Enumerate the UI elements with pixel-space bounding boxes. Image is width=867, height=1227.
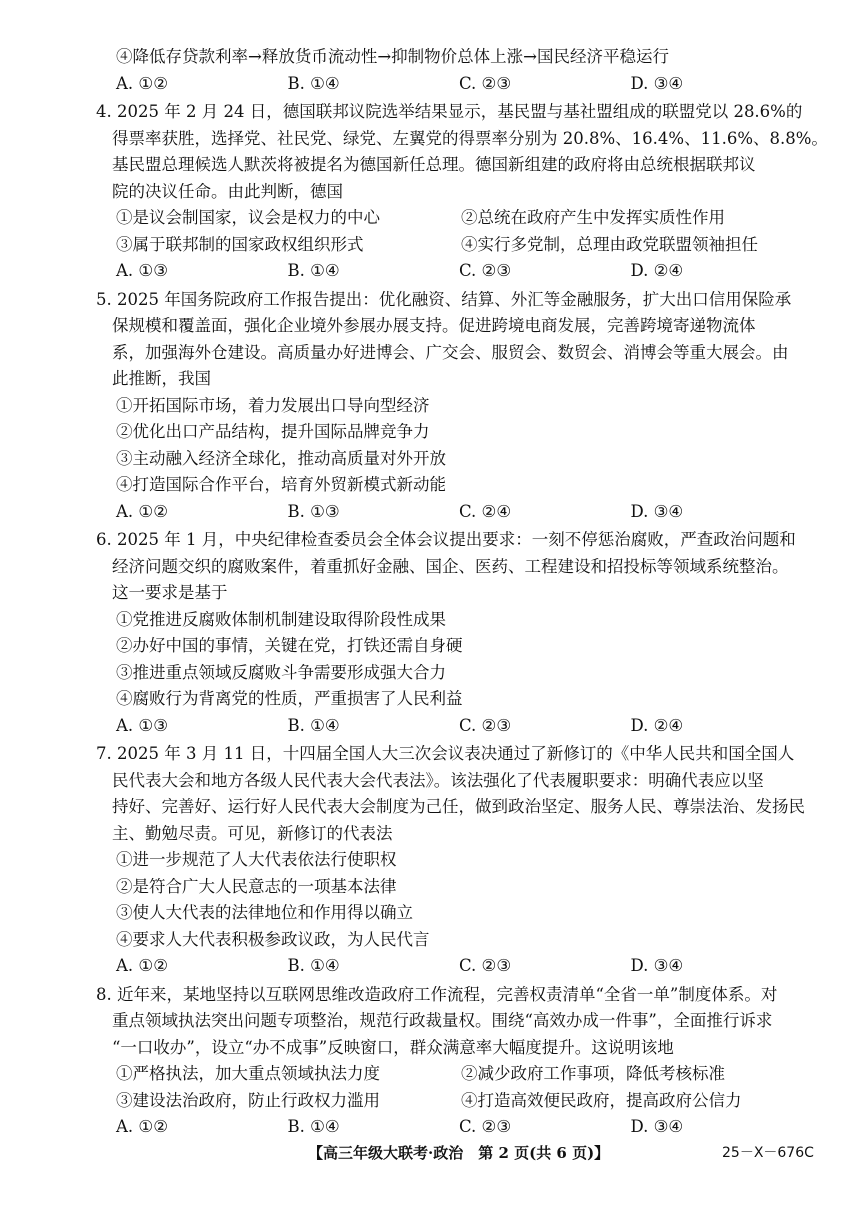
q5-choices xyxy=(112,499,802,526)
q8-option-4: ④打造高效便民政府，提高政府公信力 xyxy=(461,1090,742,1110)
q7-choice-d: D. ③④ xyxy=(630,956,684,975)
q5-choice-a: A. ①② xyxy=(116,501,168,521)
question-7 xyxy=(96,741,805,980)
q6-stem-line: 这一要求是基于 xyxy=(112,583,228,602)
q7-option-3: ③使人大代表的法律地位和作用得以确立 xyxy=(116,903,413,922)
q8-option-2: ②减少政府工作事项，降低考核标准 xyxy=(461,1064,725,1083)
q7-option-4: ④要求人大代表积极参政议政，为人民代言 xyxy=(116,929,430,949)
q6-choice-d: D. ②④ xyxy=(630,715,684,735)
footer-page-info: 【高三年级大联考·政治 第 2 页(共 6 页)】 xyxy=(308,1144,610,1162)
q8-options-row xyxy=(112,1088,802,1115)
q4-stem-line: 4. 2025 年 2 月 24 日，德国联邦议院选举结果显示，基民盟与基社盟组成的联盟党以 28.6%的 xyxy=(96,102,803,121)
q8-option-3: ③建设法治政府，防止行政权力滥用 xyxy=(116,1090,380,1110)
q7-stem-line: 主、勤勉尽责。可见，新修订的代表法 xyxy=(112,823,393,843)
q5-option-2: ②优化出口产品结构，提升国际品牌竞争力 xyxy=(116,422,430,441)
q6-option-1: ①党推进反腐败体制机制建设取得阶段性成果 xyxy=(116,609,446,629)
question-4 xyxy=(96,99,828,285)
q6-choice-a: A. ①③ xyxy=(116,715,168,735)
q6-choice-b: B. ①④ xyxy=(287,715,340,735)
q7-choice-c: C. ②③ xyxy=(459,956,512,975)
q4-option-3: ③属于联邦制的国家政权组织形式 xyxy=(116,234,364,254)
q8-choice-b: B. ①④ xyxy=(287,1117,340,1136)
question-5 xyxy=(96,287,802,526)
q8-choice-d: D. ③④ xyxy=(630,1117,684,1136)
q4-stem-line: 院的决议任命。由此判断，德国 xyxy=(112,181,343,201)
q3-choice-b: B. ①④ xyxy=(287,73,340,93)
q5-option-4: ④打造国际合作平台，培育外贸新模式新动能 xyxy=(116,475,446,494)
q5-choice-d: D. ③④ xyxy=(630,501,684,521)
q5-stem-line: 保规模和覆盖面，强化企业境外参展办展支持。促进跨境电商发展，完善跨境寄递物流体 xyxy=(112,316,756,335)
q4-choice-d: D. ②④ xyxy=(630,261,684,280)
question-6 xyxy=(96,527,802,739)
q4-choices xyxy=(112,258,802,285)
q6-option-4: ④腐败行为背离党的性质，严重损害了人民利益 xyxy=(116,689,463,708)
q4-choice-b: B. ①④ xyxy=(287,261,340,280)
q5-stem-line: 此推断，我国 xyxy=(112,369,211,388)
q6-option-3: ③推进重点领域反腐败斗争需要形成强大合力 xyxy=(116,662,446,682)
q3-choices xyxy=(112,71,802,98)
q5-choice-c: C. ②④ xyxy=(459,501,512,521)
q4-choice-a: A. ①③ xyxy=(116,261,168,280)
q7-choice-b: B. ①④ xyxy=(287,956,340,975)
q3-option-4: ④降低存贷款利率→释放货币流动性→抑制物价总体上涨→国民经济平稳运行 xyxy=(116,47,669,66)
q4-options-row xyxy=(112,205,802,232)
question-8 xyxy=(96,982,802,1141)
q6-stem-line: 经济问题交织的腐败案件，着重抓好金融、国企、医药、工程建设和招投标等领域系统整治。 xyxy=(112,556,789,576)
q8-choices xyxy=(112,1114,802,1141)
q7-option-1: ①进一步规范了人大代表依法行使职权 xyxy=(116,850,397,869)
q5-stem-line: 5. 2025 年国务院政府工作报告提出：优化融资、结算、外汇等金融服务，扩大出口信用保险承 xyxy=(96,289,792,309)
q3-choice-d: D. ③④ xyxy=(630,73,684,93)
q8-options-row xyxy=(112,1061,802,1088)
q4-stem-line: 得票率获胜，选择党、社民党、绿党、左翼党的得票率分别为 20.8%、16.4%、11.6%、8.8%。 xyxy=(112,128,828,148)
page-content xyxy=(96,44,828,1141)
q8-choice-a: A. ①② xyxy=(116,1117,168,1136)
q6-choice-c: C. ②③ xyxy=(459,715,512,735)
q3-choice-c: C. ②③ xyxy=(459,73,512,93)
footer-exam-code: 25－X－676C xyxy=(722,1145,814,1161)
q7-choice-a: A. ①② xyxy=(116,956,168,975)
q5-option-3: ③主动融入经济全球化，推动高质量对外开放 xyxy=(116,448,446,468)
q8-stem-line: 8. 近年来，某地坚持以互联网思维改造政府工作流程，完善权责清单“全省一单”制度体系。对 xyxy=(96,984,778,1004)
q5-stem-line: 系，加强海外仓建设。高质量办好进博会、广交会、服贸会、数贸会、消博会等重大展会。由 xyxy=(112,342,789,362)
q4-option-1: ①是议会制国家，议会是权力的中心 xyxy=(116,208,380,227)
q6-choices xyxy=(112,713,802,740)
q4-option-4: ④实行多党制，总理由政党联盟领袖担任 xyxy=(461,234,758,254)
q6-option-2: ②办好中国的事情，关键在党，打铁还需自身硬 xyxy=(116,636,463,655)
q4-options-row xyxy=(112,232,802,259)
q7-choices xyxy=(112,953,802,980)
q8-stem-line: 重点领域执法突出问题专项整治，规范行政裁量权。围绕“高效办成一件事”，全面推行诉求 xyxy=(112,1011,773,1030)
q4-option-2: ②总统在政府产生中发挥实质性作用 xyxy=(461,208,725,227)
q7-stem-line: 民代表大会和地方各级人民代表大会代表法》。该法强化了代表履职要求：明确代表应以坚 xyxy=(112,770,764,790)
q6-stem-line: 6. 2025 年 1 月，中央纪律检查委员会全体会议提出要求：一刻不停惩治腐败，严查政治问题和 xyxy=(96,530,796,549)
q8-stem-line: “一口收办”，设立“办不成事”反映窗口，群众满意率大幅度提升。这说明该地 xyxy=(112,1037,674,1057)
q5-option-1: ①开拓国际市场，着力发展出口导向型经济 xyxy=(116,395,430,415)
q7-stem-line: 持好、完善好、运行好人民代表大会制度为己任，做到政治坚定、服务人民、尊崇法治、发扬民 xyxy=(112,797,805,816)
q8-choice-c: C. ②③ xyxy=(459,1117,512,1136)
page-footer xyxy=(0,1142,867,1166)
q7-option-2: ②是符合广大人民意志的一项基本法律 xyxy=(116,876,397,896)
q5-choice-b: B. ①③ xyxy=(287,501,340,521)
q3-choice-a: A. ①② xyxy=(116,73,168,93)
q8-option-1: ①严格执法，加大重点领域执法力度 xyxy=(116,1064,380,1083)
q4-choice-c: C. ②③ xyxy=(459,261,512,280)
q7-stem-line: 7. 2025 年 3 月 11 日，十四届全国人大三次会议表决通过了新修订的《中华人民共和国全国人 xyxy=(96,744,795,763)
q4-stem-line: 基民盟总理候选人默茨将被提名为德国新任总理。德国新组建的政府将由总统根据联邦议 xyxy=(112,155,756,174)
